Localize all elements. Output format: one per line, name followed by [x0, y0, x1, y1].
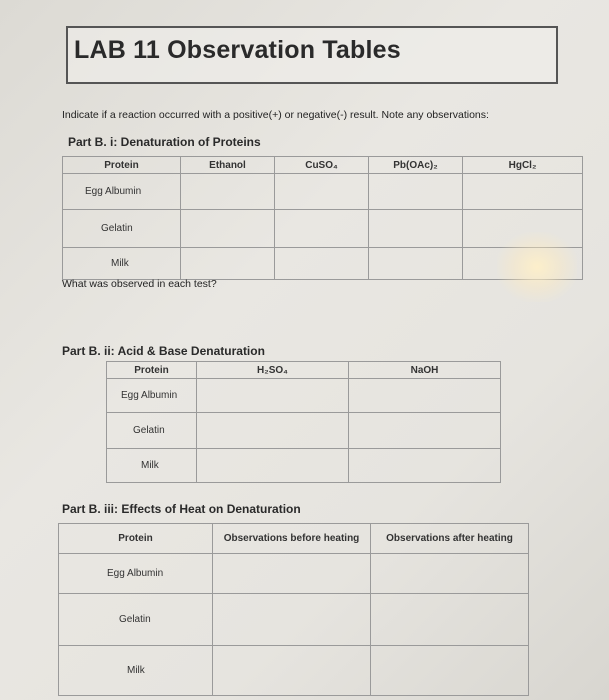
- table-row: [107, 379, 501, 413]
- row-label: Gelatin: [63, 210, 181, 248]
- table-cell[interactable]: [369, 174, 463, 210]
- table-cell[interactable]: [463, 248, 583, 280]
- table-cell[interactable]: [275, 248, 369, 280]
- table-cell[interactable]: [213, 594, 371, 646]
- row-label: Egg Albumin: [63, 174, 181, 210]
- table-cell[interactable]: [349, 379, 501, 413]
- table-header-row: [63, 157, 583, 174]
- row-label: Milk: [63, 248, 181, 280]
- table-row: [107, 449, 501, 483]
- table-cell[interactable]: [181, 210, 275, 248]
- table-cell[interactable]: [371, 646, 529, 696]
- header-protein: Protein: [107, 362, 197, 379]
- table-row: [63, 248, 583, 280]
- observation-question: What was observed in each test?: [62, 278, 217, 290]
- row-label: Egg Albumin: [107, 379, 197, 413]
- table-cell[interactable]: [197, 379, 349, 413]
- table-cell[interactable]: [463, 210, 583, 248]
- part3-title: Part B. iii: Effects of Heat on Denaturation: [62, 502, 301, 516]
- page-title: LAB 11 Observation Tables: [74, 36, 401, 64]
- header-protein: Protein: [59, 524, 213, 554]
- table-cell[interactable]: [181, 248, 275, 280]
- table-cell[interactable]: [213, 646, 371, 696]
- table-cell[interactable]: [349, 413, 501, 449]
- table-cell[interactable]: [371, 594, 529, 646]
- table-row: [59, 554, 529, 594]
- table-row: [63, 210, 583, 248]
- table-row: [107, 413, 501, 449]
- header-before-heating: Observations before heating: [213, 524, 371, 554]
- row-label: Gelatin: [107, 413, 197, 449]
- part2-title: Part B. ii: Acid & Base Denaturation: [62, 344, 265, 358]
- table-header-row: [59, 524, 529, 554]
- header-hgcl2: HgCl₂: [463, 157, 583, 174]
- header-ethanol: Ethanol: [181, 157, 275, 174]
- denaturation-table: [62, 156, 583, 280]
- table-cell[interactable]: [369, 210, 463, 248]
- table-cell[interactable]: [275, 210, 369, 248]
- header-cuso4: CuSO₄: [275, 157, 369, 174]
- title-box: [66, 26, 558, 84]
- row-label: Milk: [59, 646, 213, 696]
- table-cell[interactable]: [181, 174, 275, 210]
- row-label: Milk: [107, 449, 197, 483]
- table-cell[interactable]: [197, 449, 349, 483]
- header-h2so4: H₂SO₄: [197, 362, 349, 379]
- table-cell[interactable]: [197, 413, 349, 449]
- table-row: [63, 174, 583, 210]
- row-label: Egg Albumin: [59, 554, 213, 594]
- instructions-text: Indicate if a reaction occurred with a positive(+) or negative(-) result. Note any observations:: [62, 109, 489, 121]
- table-cell[interactable]: [349, 449, 501, 483]
- table-row: [59, 594, 529, 646]
- acid-base-table: [106, 361, 501, 483]
- part1-title: Part B. i: Denaturation of Proteins: [68, 135, 261, 149]
- table-row: [59, 646, 529, 696]
- header-protein: Protein: [63, 157, 181, 174]
- header-naoh: NaOH: [349, 362, 501, 379]
- heat-denaturation-table: [58, 523, 529, 696]
- table-cell[interactable]: [369, 248, 463, 280]
- table-cell[interactable]: [463, 174, 583, 210]
- table-cell[interactable]: [371, 554, 529, 594]
- header-after-heating: Observations after heating: [371, 524, 529, 554]
- table-header-row: [107, 362, 501, 379]
- table-cell[interactable]: [213, 554, 371, 594]
- row-label: Gelatin: [59, 594, 213, 646]
- table-cell[interactable]: [275, 174, 369, 210]
- header-pboac2: Pb(OAc)₂: [369, 157, 463, 174]
